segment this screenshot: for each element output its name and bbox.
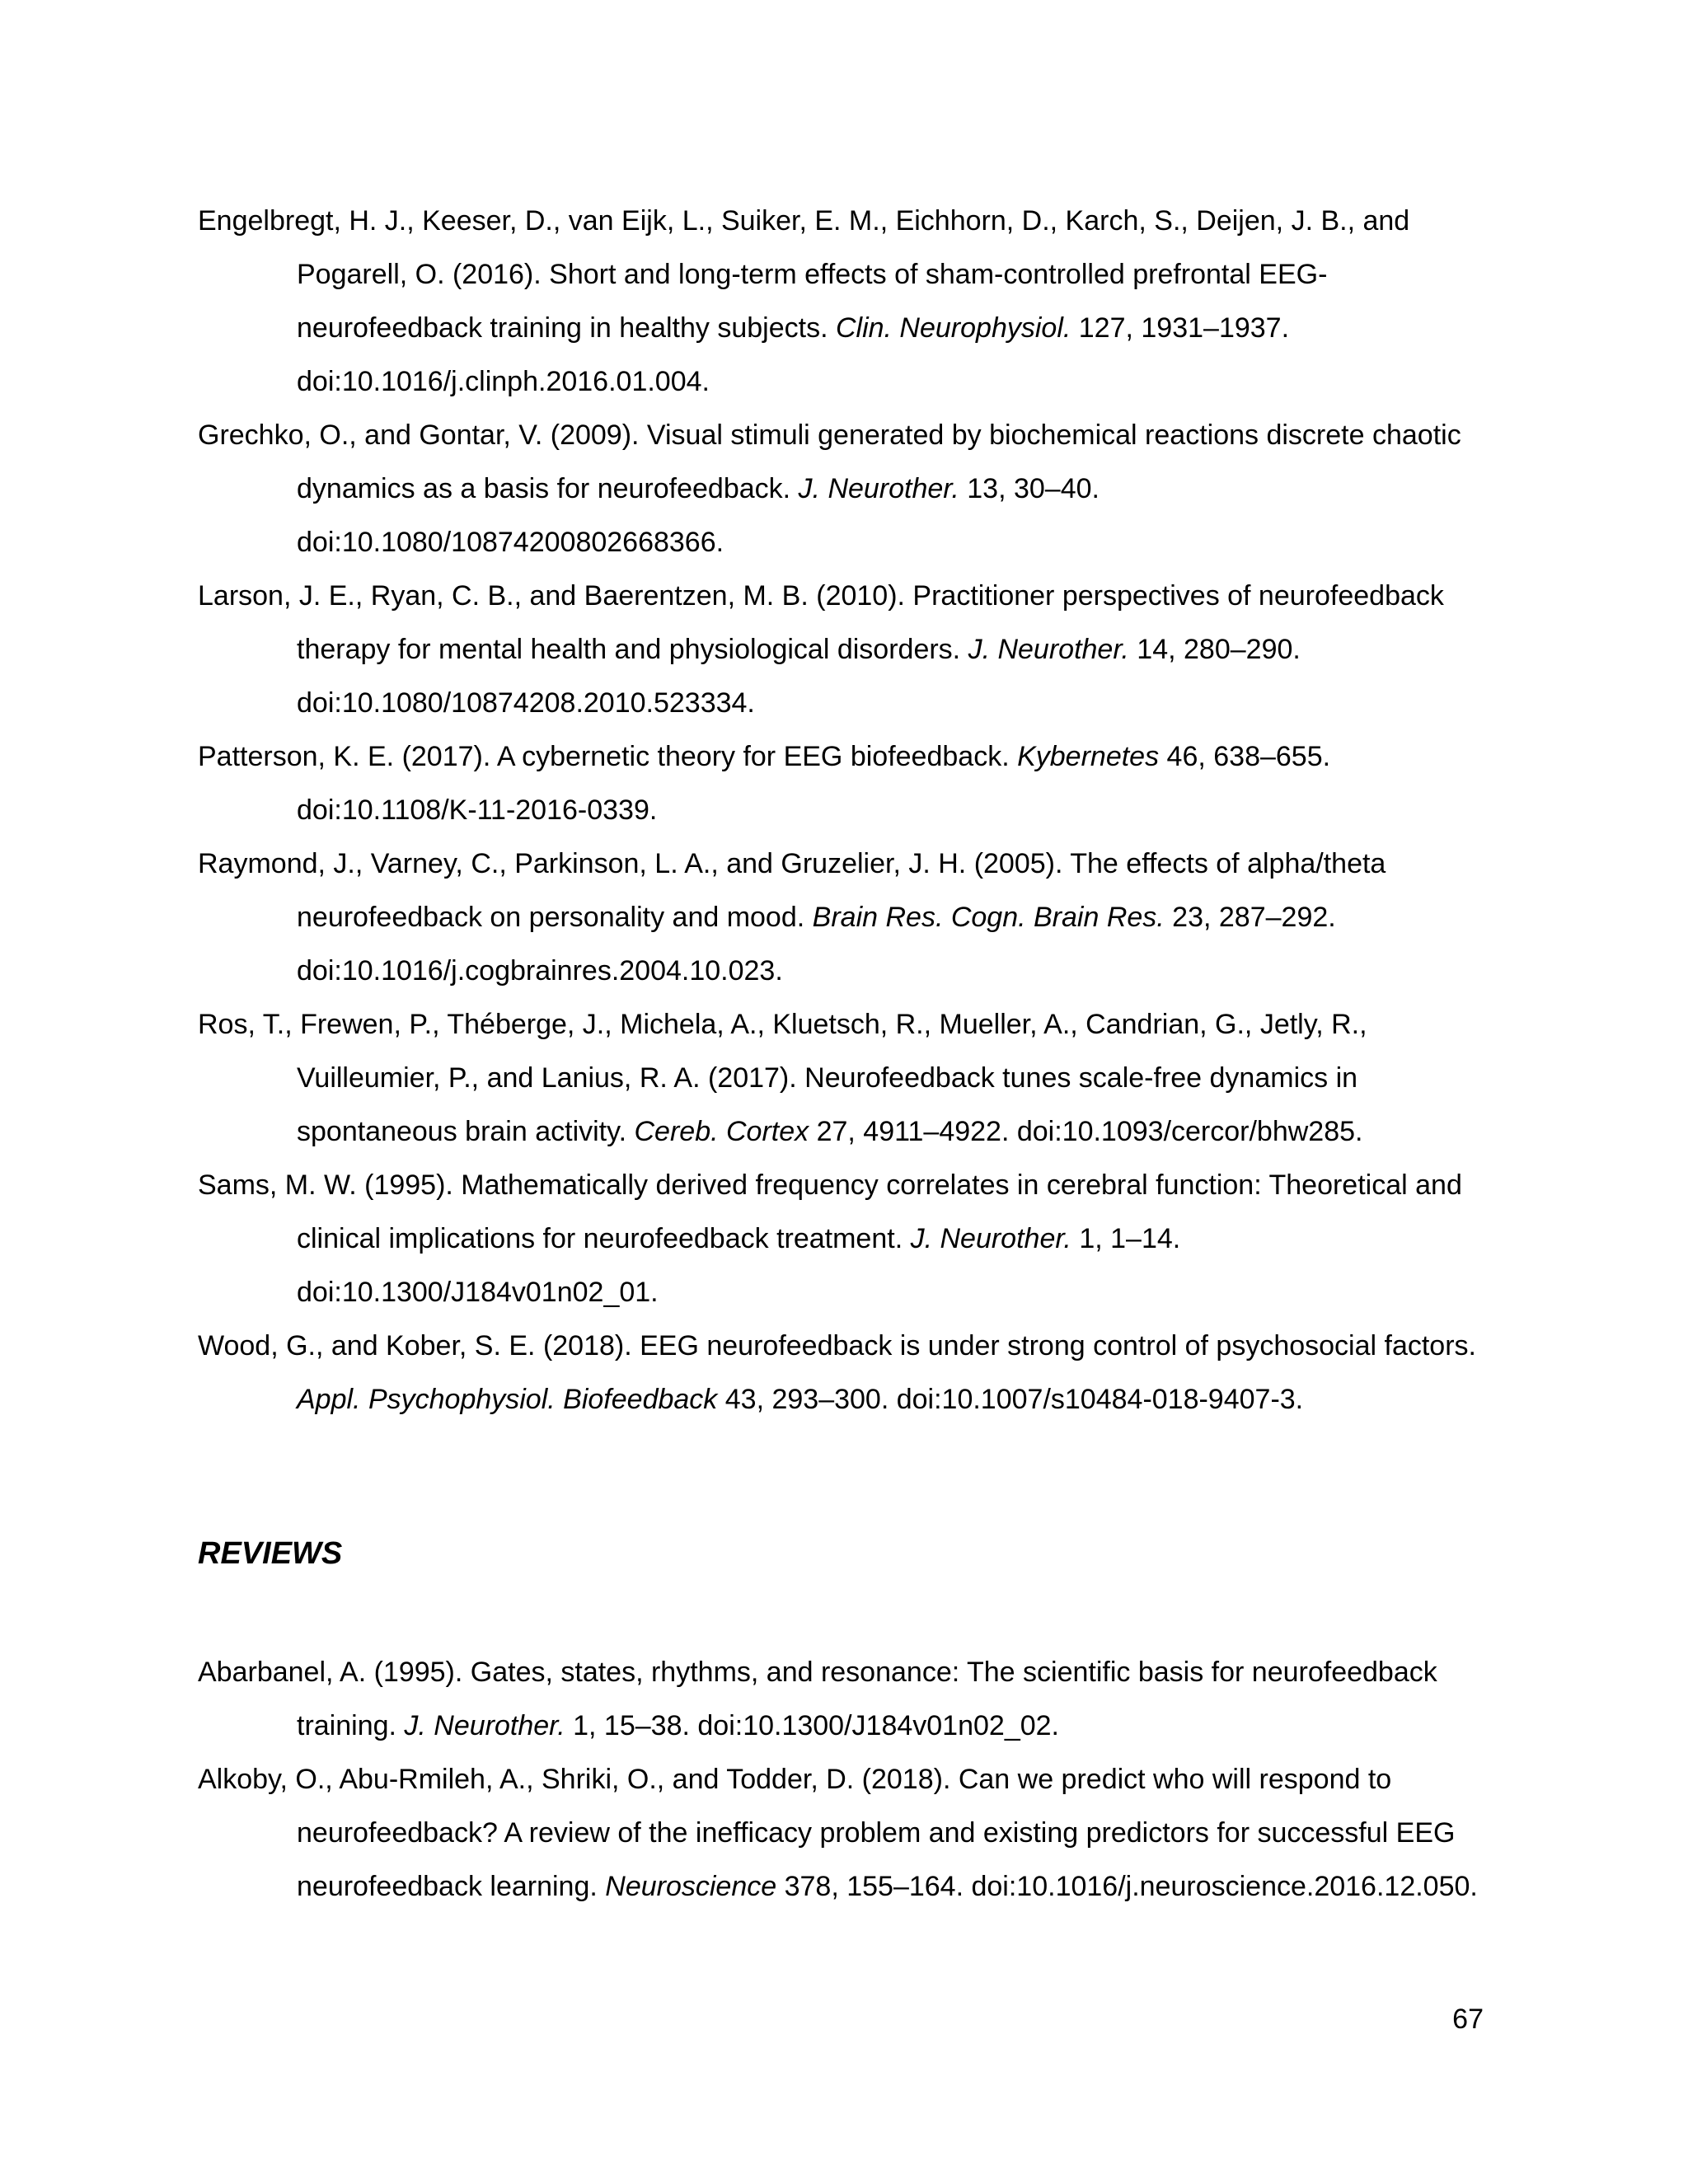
journal-title: J. Neurother. xyxy=(968,634,1129,665)
journal-title: Neuroscience xyxy=(605,1871,777,1902)
journal-title: Kybernetes xyxy=(1017,741,1160,772)
journal-title: J. Neurother. xyxy=(798,473,959,504)
journal-title: J. Neurother. xyxy=(910,1223,1071,1254)
reference-details: 23, 287–292. doi:10.1016/j.cogbrainres.2004.10.023. xyxy=(297,902,1336,987)
journal-title: J. Neurother. xyxy=(404,1710,565,1741)
reference-text: Larson, J. E., Ryan, C. B., and Baerentzen, M. B. (2010). Practitioner perspectives of neurofeedback therapy for mental health and physiological disorders. xyxy=(198,580,1444,665)
journal-title: Clin. Neurophysiol. xyxy=(835,312,1071,344)
reference-details: 127, 1931–1937. doi:10.1016/j.clinph.2016.01.004. xyxy=(297,312,1290,397)
reference-text: Sams, M. W. (1995). Mathematically derived frequency correlates in cerebral function: Theoretical and clinical implications for neurofeedback treatment. xyxy=(198,1169,1462,1254)
reference-entry xyxy=(198,194,1484,409)
reference-entry xyxy=(198,409,1484,569)
reference-text: Alkoby, O., Abu-Rmileh, A., Shriki, O., and Todder, D. (2018). Can we predict who will respond to neurofeedback? A review of the inefficacy problem and existing predictors for successful EEG neurofeedback learning. xyxy=(198,1764,1456,1902)
page-number: 67 xyxy=(1452,2004,1484,2035)
journal-title: Brain Res. Cogn. Brain Res. xyxy=(812,902,1165,933)
reference-text: Grechko, O., and Gontar, V. (2009). Visual stimuli generated by biochemical reactions discrete chaotic dynamics as a basis for neurofeedback. xyxy=(198,419,1461,504)
journal-title: Appl. Psychophysiol. Biofeedback xyxy=(297,1384,718,1415)
reference-text: Wood, G., and Kober, S. E. (2018). EEG neurofeedback is under strong control of psychosocial factors. xyxy=(198,1330,1476,1361)
reference-entry xyxy=(198,837,1484,998)
reference-entry xyxy=(198,1646,1484,1753)
section-heading-reviews: REVIEWS xyxy=(198,1536,343,1571)
reference-text: Abarbanel, A. (1995). Gates, states, rhythms, and resonance: The scientific basis for neurofeedback training. xyxy=(198,1657,1437,1741)
reference-text: Patterson, K. E. (2017). A cybernetic theory for EEG biofeedback. xyxy=(198,741,1018,772)
reference-text: Ros, T., Frewen, P., Théberge, J., Michela, A., Kluetsch, R., Mueller, A., Candrian, G., Jetly, R., Vuilleumier, P., and Lanius, R. A. (2017). Neurofeedback tunes scale-free dynamics in spontaneous brain activity. xyxy=(198,1009,1367,1147)
reference-list xyxy=(198,194,1484,1427)
reference-entry xyxy=(198,569,1484,730)
reference-details: 1, 1–14. doi:10.1300/J184v01n02_01. xyxy=(297,1223,1181,1308)
reference-text: Raymond, J., Varney, C., Parkinson, L. A., and Gruzelier, J. H. (2005). The effects of alpha/theta neurofeedback on personality and mood. xyxy=(198,848,1386,933)
reference-details: 14, 280–290. doi:10.1080/10874208.2010.523334. xyxy=(297,634,1301,719)
reviews-reference-list xyxy=(198,1646,1484,1914)
reference-details: 27, 4911–4922. doi:10.1093/cercor/bhw285. xyxy=(809,1116,1363,1147)
reference-details: 43, 293–300. doi:10.1007/s10484-018-9407-3. xyxy=(717,1384,1304,1415)
journal-title: Cereb. Cortex xyxy=(634,1116,809,1147)
reference-entry xyxy=(198,1159,1484,1319)
reference-details: 13, 30–40. doi:10.1080/10874200802668366. xyxy=(297,473,1100,558)
reference-entry xyxy=(198,1319,1484,1427)
reference-details: 46, 638–655. doi:10.1108/K-11-2016-0339. xyxy=(297,741,1331,826)
reference-entry xyxy=(198,730,1484,837)
reference-text: Engelbregt, H. J., Keeser, D., van Eijk, L., Suiker, E. M., Eichhorn, D., Karch, S., Deijen, J. B., and Pogarell, O. (2016). Short and long-term effects of sham-controlled prefrontal EEG-neurofeedback training in healthy subjects. xyxy=(198,205,1410,344)
reference-entry xyxy=(198,998,1484,1159)
reference-details: 378, 155–164. doi:10.1016/j.neuroscience.2016.12.050. xyxy=(776,1871,1478,1902)
reference-details: 1, 15–38. doi:10.1300/J184v01n02_02. xyxy=(565,1710,1059,1741)
reference-entry xyxy=(198,1753,1484,1914)
